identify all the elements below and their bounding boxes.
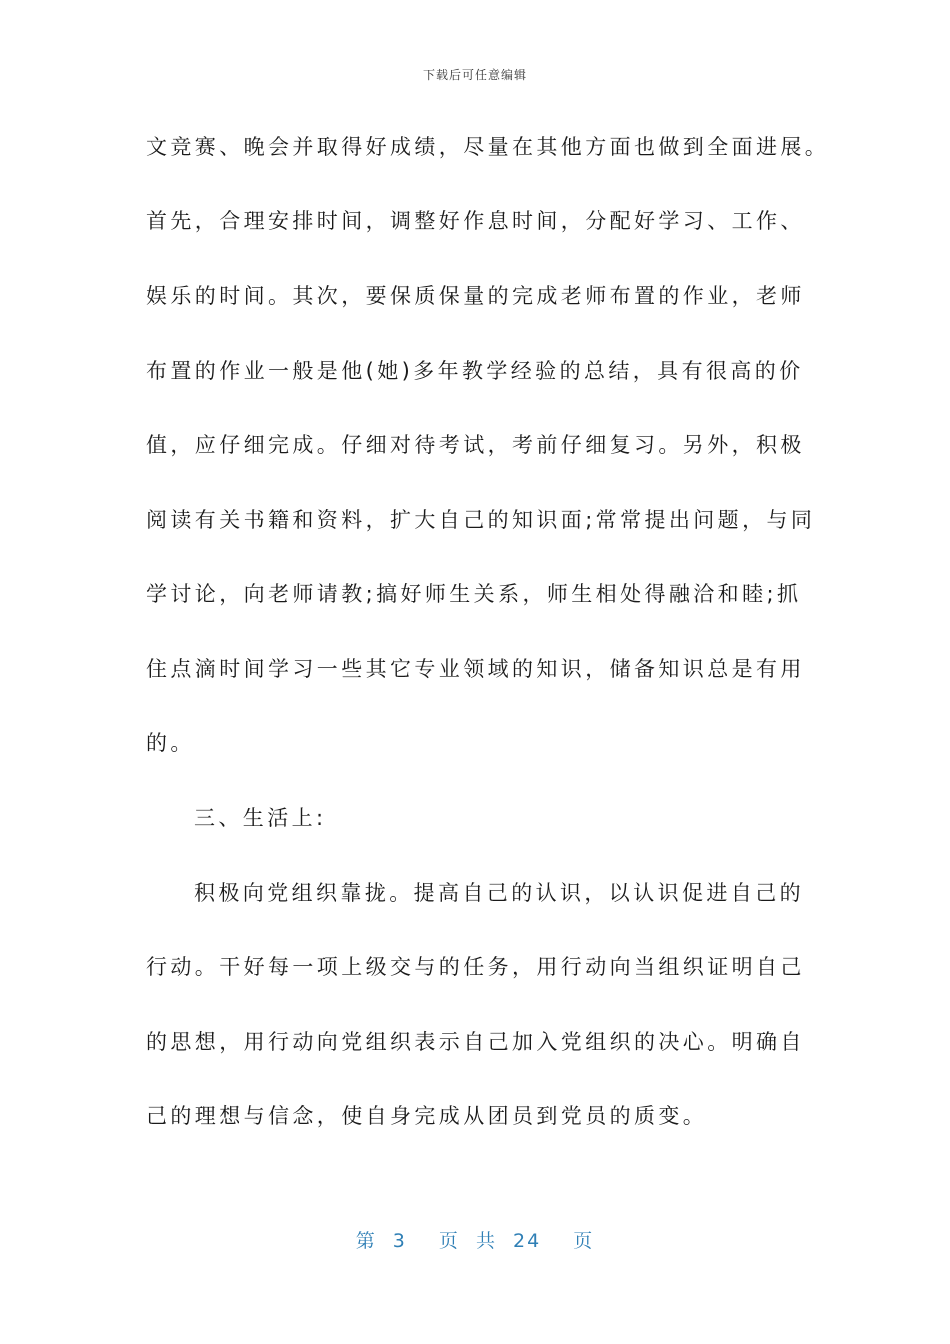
paragraph-line: 行动。干好每一项上级交与的任务，用行动向当组织证明自己 [146,955,805,979]
paragraph-line: 积极向党组织靠拢。提高自己的认识，以认识促进自己的 [194,881,804,905]
paragraph-line: 文竞赛、晚会并取得好成绩，尽量在其他方面也做到全面进展。 [146,135,830,159]
section-heading: 三、生活上: [194,806,327,830]
paragraph-line: 首先，合理安排时间，调整好作息时间，分配好学习、工作、 [146,209,805,233]
paragraph-line: 布置的作业一般是他(她)多年教学经验的总结，具有很高的价 [146,359,804,383]
paragraph-line: 的。 [146,731,195,755]
paragraph-line: 阅读有关书籍和资料，扩大自己的知识面;常常提出问题，与同 [146,508,816,532]
header-note: 下载后可任意编辑 [422,68,527,82]
paragraph-line: 娱乐的时间。其次，要保质保量的完成老师布置的作业，老师 [146,284,805,308]
paragraph-line: 己的理想与信念，使自身完成从团员到党员的质变。 [146,1104,708,1128]
page-number-footer: 第 3 页 共 24 页 [355,1230,595,1252]
paragraph-line: 住点滴时间学习一些其它专业领域的知识，储备知识总是有用 [146,657,805,681]
paragraph-line: 学讨论，向老师请教;搞好师生关系，师生相处得融洽和睦;抓 [146,582,802,606]
paragraph-line: 的思想，用行动向党组织表示自己加入党组织的决心。明确自 [146,1030,805,1054]
paragraph-line: 值，应仔细完成。仔细对待考试，考前仔细复习。另外，积极 [146,433,805,457]
